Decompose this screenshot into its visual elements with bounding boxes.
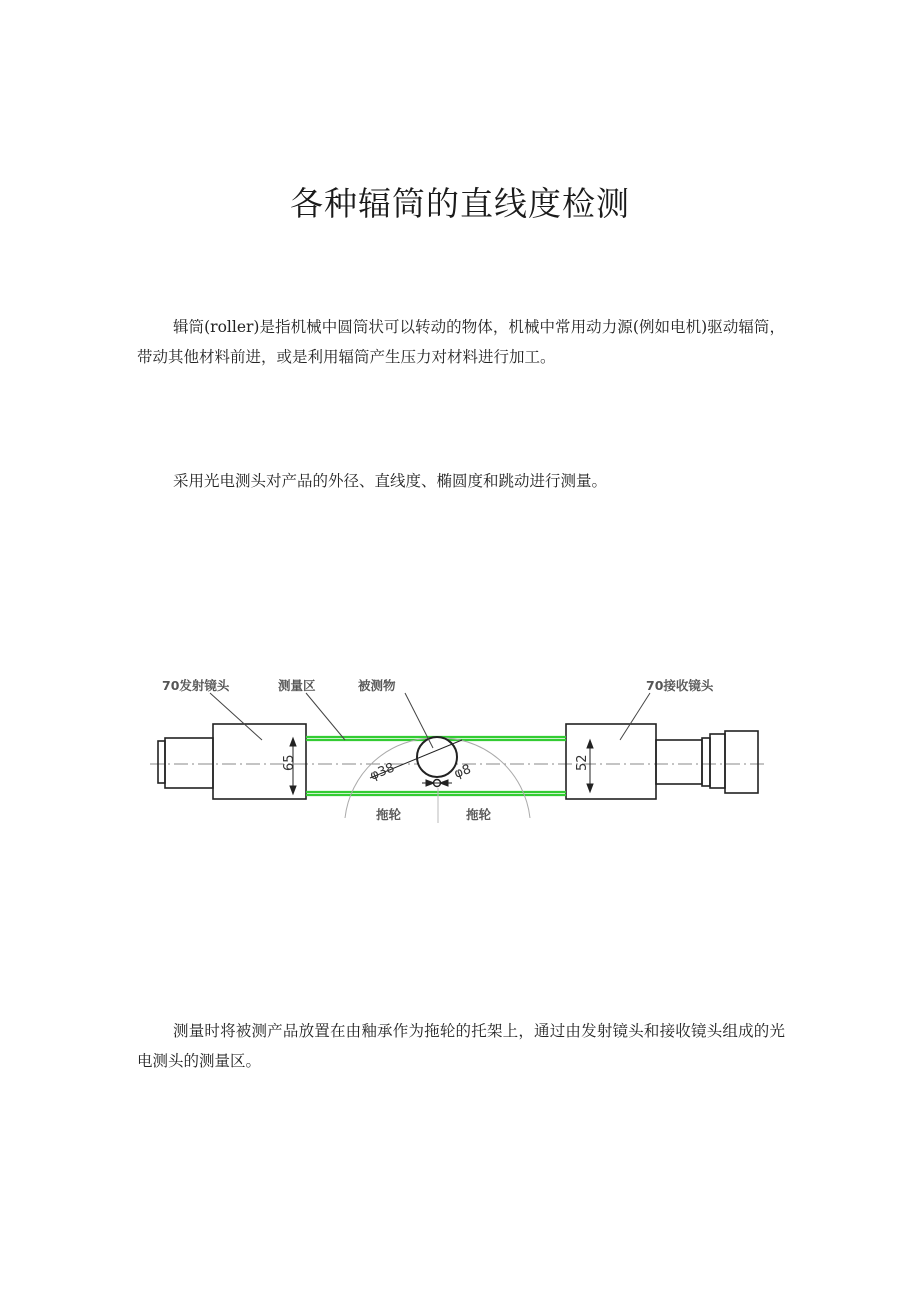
receiver-lens xyxy=(566,724,758,799)
measure-zone-label: 测量区 xyxy=(278,678,316,693)
paragraph-measurement-method: 采用光电测头对产品的外径、直线度、椭圆度和跳动进行测量。 xyxy=(173,472,608,490)
paragraph-measurement-setup: 测量时将被测产品放置在由釉承作为拖轮的托架上，通过由发射镜头和接收镜头组成的光电测头的测量区。 xyxy=(137,1022,785,1070)
receiver-label: 70接收镜头 xyxy=(646,678,714,693)
paragraph-roller-definition: 辑筒(roller)是指机械中圆筒状可以转动的物体，机械中常用动力源(例如电机)驱动辐筒，带动其他材料前进，或是利用辐筒产生压力对材料进行加工。 xyxy=(137,318,785,366)
object-circle xyxy=(417,737,457,777)
object-label: 被测物 xyxy=(358,678,396,693)
emitter-label: 70发射镜头 xyxy=(162,678,230,693)
dimension-phi38: φ38 xyxy=(367,760,397,784)
page-title: 各种辐筒的直线度检测 xyxy=(290,184,630,223)
roller-left-label: 拖轮 xyxy=(376,807,402,822)
dimension-65: 65 xyxy=(282,754,297,771)
roller-right-label: 拖轮 xyxy=(466,807,492,822)
dimension-52: 52 xyxy=(575,754,590,771)
measurement-diagram xyxy=(150,668,770,823)
dimension-phi8: φ8 xyxy=(452,761,474,782)
